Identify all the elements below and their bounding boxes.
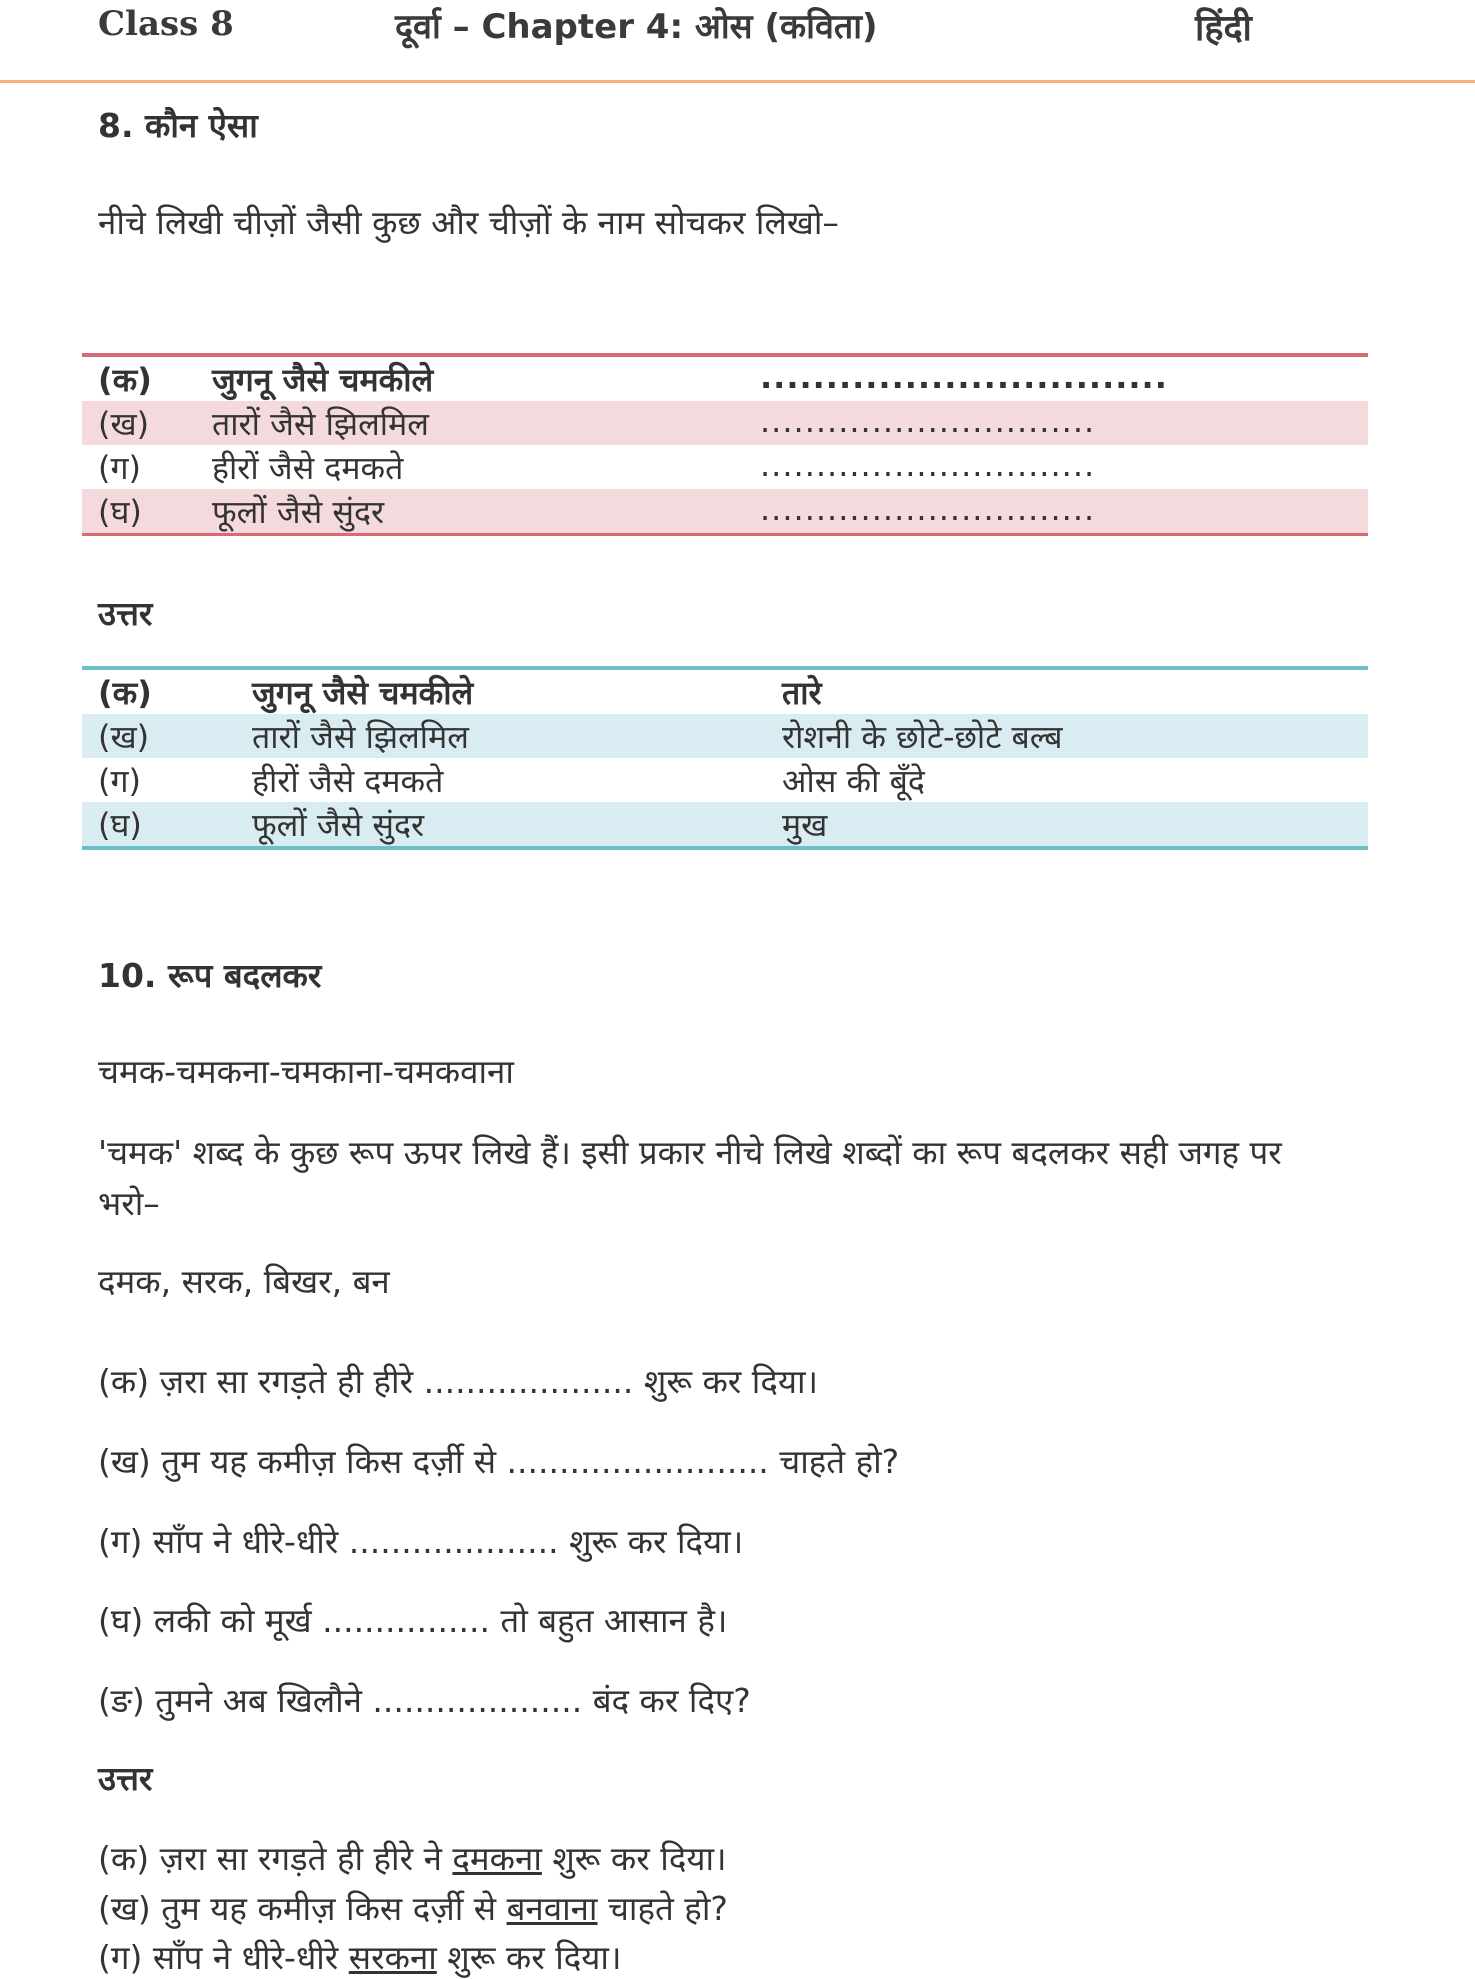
row-text: हीरों जैसे दमकते (212, 449, 404, 487)
table-row (82, 714, 1368, 758)
row-label: (ख) (98, 405, 150, 443)
table-row (82, 401, 1368, 445)
q10-words: दमक, सरक, बिखर, बन (98, 1262, 390, 1301)
row-blank: .............................. (760, 446, 1096, 484)
q10-example: चमक-चमकना-चमकाना-चमकवाना (98, 1052, 514, 1091)
answer-word: बनवाना (506, 1889, 598, 1928)
table-row (82, 445, 1368, 489)
q10-instruction-line2: भरो– (98, 1184, 160, 1223)
row-text: तारों जैसे झिलमिल (252, 718, 469, 756)
answer-sentence (98, 1934, 621, 1979)
table-row (82, 670, 1368, 714)
q10-heading: 10. रूप बदलकर (98, 956, 322, 995)
row-text: फूलों जैसे सुंदर (252, 806, 425, 844)
row-label: (घ) (98, 806, 142, 844)
q8-instruction: नीचे लिखी चीज़ों जैसी कुछ और चीज़ों के नाम सोचकर लिखो– (98, 203, 839, 242)
fill-sentence: (ङ) तुमने अब खिलौने .................... बंद कर दिए? (98, 1681, 751, 1720)
row-answer: तारे (782, 674, 822, 712)
q8-answer-heading: उत्तर (98, 594, 153, 633)
answer-post: चाहते हो? (597, 1889, 728, 1928)
q8-question-table (82, 353, 1368, 536)
row-label: (क) (98, 674, 152, 712)
answer-pre: (क) ज़रा सा रगड़ते ही हीरे ने (98, 1839, 453, 1878)
answer-pre: (ग) साँप ने धीरे-धीरे (98, 1938, 349, 1977)
row-label: (ख) (98, 718, 150, 756)
row-text: जुगनू जैसे चमकीले (212, 361, 434, 399)
subject-label: हिंदी (1195, 8, 1252, 49)
row-blank: .............................. (760, 402, 1096, 440)
q10-instruction-line1: 'चमक' शब्द के कुछ रूप ऊपर लिखे हैं। इसी प्रकार नीचे लिखे शब्दों का रूप बदलकर सही जगह पर (98, 1133, 1282, 1172)
row-text: जुगनू जैसे चमकीले (252, 674, 474, 712)
q8-heading: 8. कौन ऐसा (98, 106, 258, 145)
fill-sentence: (घ) लकी को मूर्ख ................ तो बहुत आसान है। (98, 1601, 728, 1640)
answer-post: शुरू कर दिया। (541, 1839, 727, 1878)
fill-sentence: (ख) तुम यह कमीज़ किस दर्ज़ी से ......................... चाहते हो? (98, 1442, 900, 1481)
answer-word: सरकना (348, 1938, 437, 1977)
answer-pre: (ख) तुम यह कमीज़ किस दर्ज़ी से (98, 1889, 507, 1928)
answer-word: दमकना (452, 1839, 542, 1878)
page-header (0, 0, 1475, 83)
fill-sentence: (क) ज़रा सा रगड़ते ही हीरे .................... शुरू कर दिया। (98, 1362, 819, 1401)
row-answer: मुख (782, 806, 828, 844)
table-row (82, 489, 1368, 533)
row-answer: रोशनी के छोटे-छोटे बल्ब (782, 718, 1063, 756)
class-label: Class 8 (98, 4, 234, 44)
row-blank: ............................... (760, 358, 1168, 396)
row-label: (ग) (98, 762, 141, 800)
fill-sentence: (ग) साँप ने धीरे-धीरे .................... शुरू कर दिया। (98, 1522, 744, 1561)
row-blank: .............................. (760, 490, 1096, 528)
answer-post: शुरू कर दिया। (436, 1938, 622, 1977)
row-label: (घ) (98, 493, 142, 531)
row-label: (ग) (98, 449, 141, 487)
chapter-title: दूर्वा – Chapter 4: ओस (कविता) (395, 7, 878, 47)
row-text: हीरों जैसे दमकते (252, 762, 444, 800)
table-row (82, 802, 1368, 846)
answer-sentence (98, 1835, 727, 1880)
row-text: तारों जैसे झिलमिल (212, 405, 429, 443)
answer-sentence (98, 1885, 728, 1930)
q8-answer-table (82, 666, 1368, 850)
row-text: फूलों जैसे सुंदर (212, 493, 385, 531)
q10-answer-heading: उत्तर (98, 1759, 153, 1798)
row-label: (क) (98, 361, 152, 399)
row-answer: ओस की बूँदे (782, 762, 925, 800)
table-row (82, 758, 1368, 802)
table-row (82, 357, 1368, 401)
